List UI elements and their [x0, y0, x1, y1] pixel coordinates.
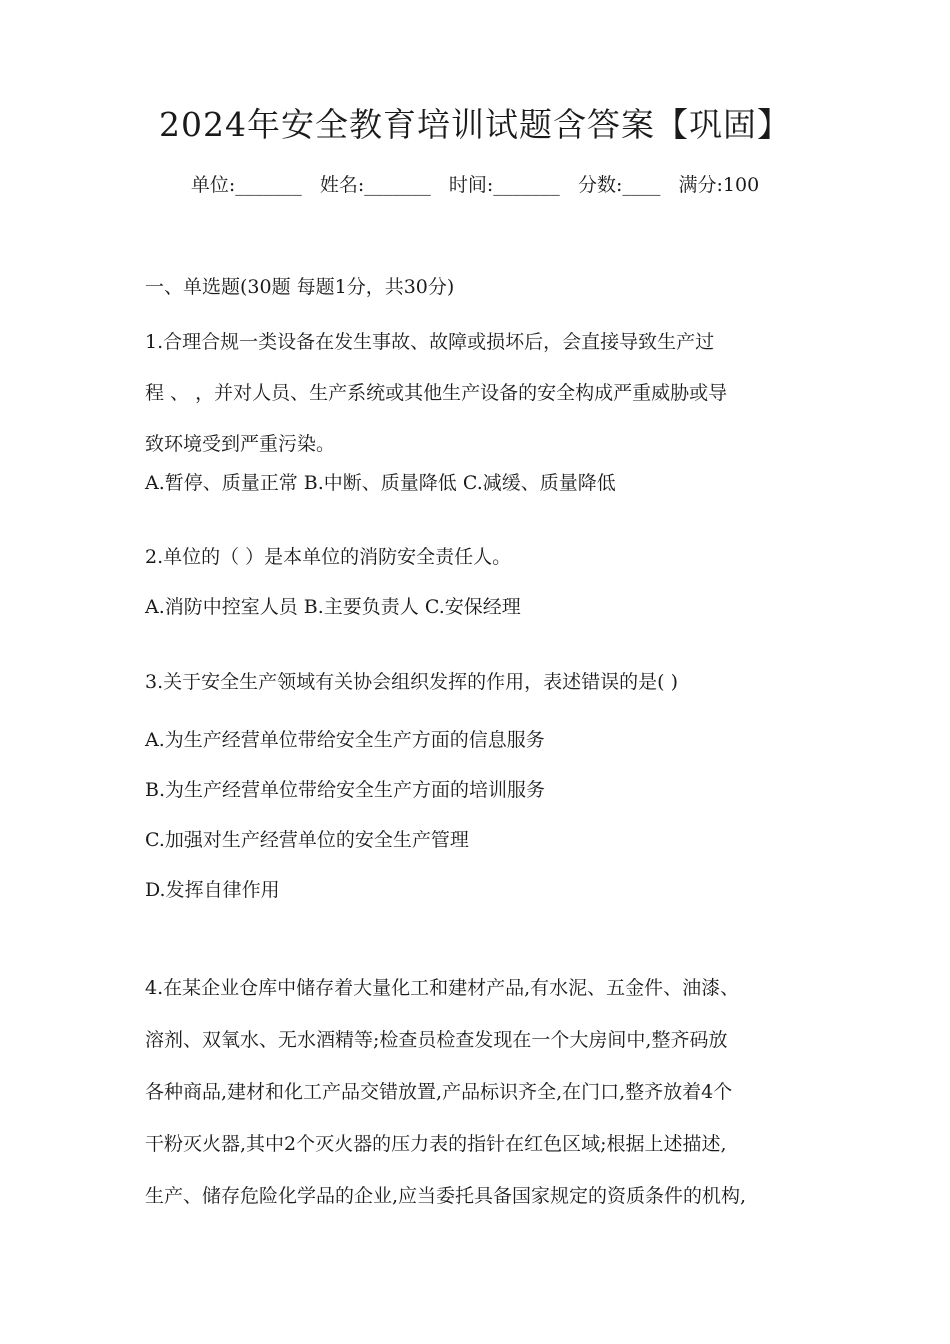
question-3-option: C.加强对生产经营单位的安全生产管理: [145, 829, 469, 851]
question-1-line: 1.合理合规一类设备在发生事故、故障或损坏后，会直接导致生产过: [145, 331, 715, 353]
document-title: 2024年安全教育培训试题含答案【巩固】: [159, 105, 791, 144]
question-1-line: 致环境受到严重污染。: [145, 433, 336, 455]
exam-info-line: [0, 170, 950, 200]
question-2-options: A.消防中控室人员 B.主要负责人 C.安保经理: [145, 596, 521, 618]
question-4-line: 溶剂、双氧水、无水酒精等;检查员检查发现在一个大房间中,整齐码放: [145, 1029, 728, 1051]
question-1-options: A.暂停、质量正常 B.中断、质量降低 C.减缓、质量降低: [145, 472, 616, 494]
question-2-stem: 2.单位的（ ）是本单位的消防安全责任人。: [145, 546, 512, 568]
full-score-field: 满分:100: [678, 174, 760, 196]
question-1-line: 程 、 ，并对人员、生产系统或其他生产设备的安全构成严重威胁或导: [145, 382, 728, 404]
question-3-option: D.发挥自律作用: [145, 879, 280, 901]
question-4-line: 生产、储存危险化学品的企业,应当委托具备国家规定的资质条件的机构,: [145, 1185, 747, 1207]
question-3-option: A.为生产经营单位带给安全生产方面的信息服务: [145, 729, 545, 751]
question-4-line: 各种商品,建材和化工产品交错放置,产品标识齐全,在门口,整齐放着4个: [145, 1081, 733, 1103]
unit-field: 单位:_______: [190, 174, 302, 196]
question-4-stem: [145, 962, 815, 1222]
score-field: 分数:____: [577, 174, 661, 196]
question-3-stem: 3.关于安全生产领域有关协会组织发挥的作用，表述错误的是( ): [145, 671, 678, 693]
question-4-line: 干粉灭火器,其中2个灭火器的压力表的指针在红色区域;根据上述描述,: [145, 1133, 727, 1155]
question-4-line: 4.在某企业仓库中储存着大量化工和建材产品,有水泥、五金件、油漆、: [145, 977, 740, 999]
section-heading: 一、单选题(30题 每题1分，共30分): [145, 276, 455, 298]
question-1-stem: [145, 317, 815, 470]
question-3-option: B.为生产经营单位带给安全生产方面的培训服务: [145, 779, 546, 801]
time-field: 时间:_______: [448, 174, 560, 196]
question-3-options: [145, 715, 815, 915]
name-field: 姓名:_______: [319, 174, 431, 196]
